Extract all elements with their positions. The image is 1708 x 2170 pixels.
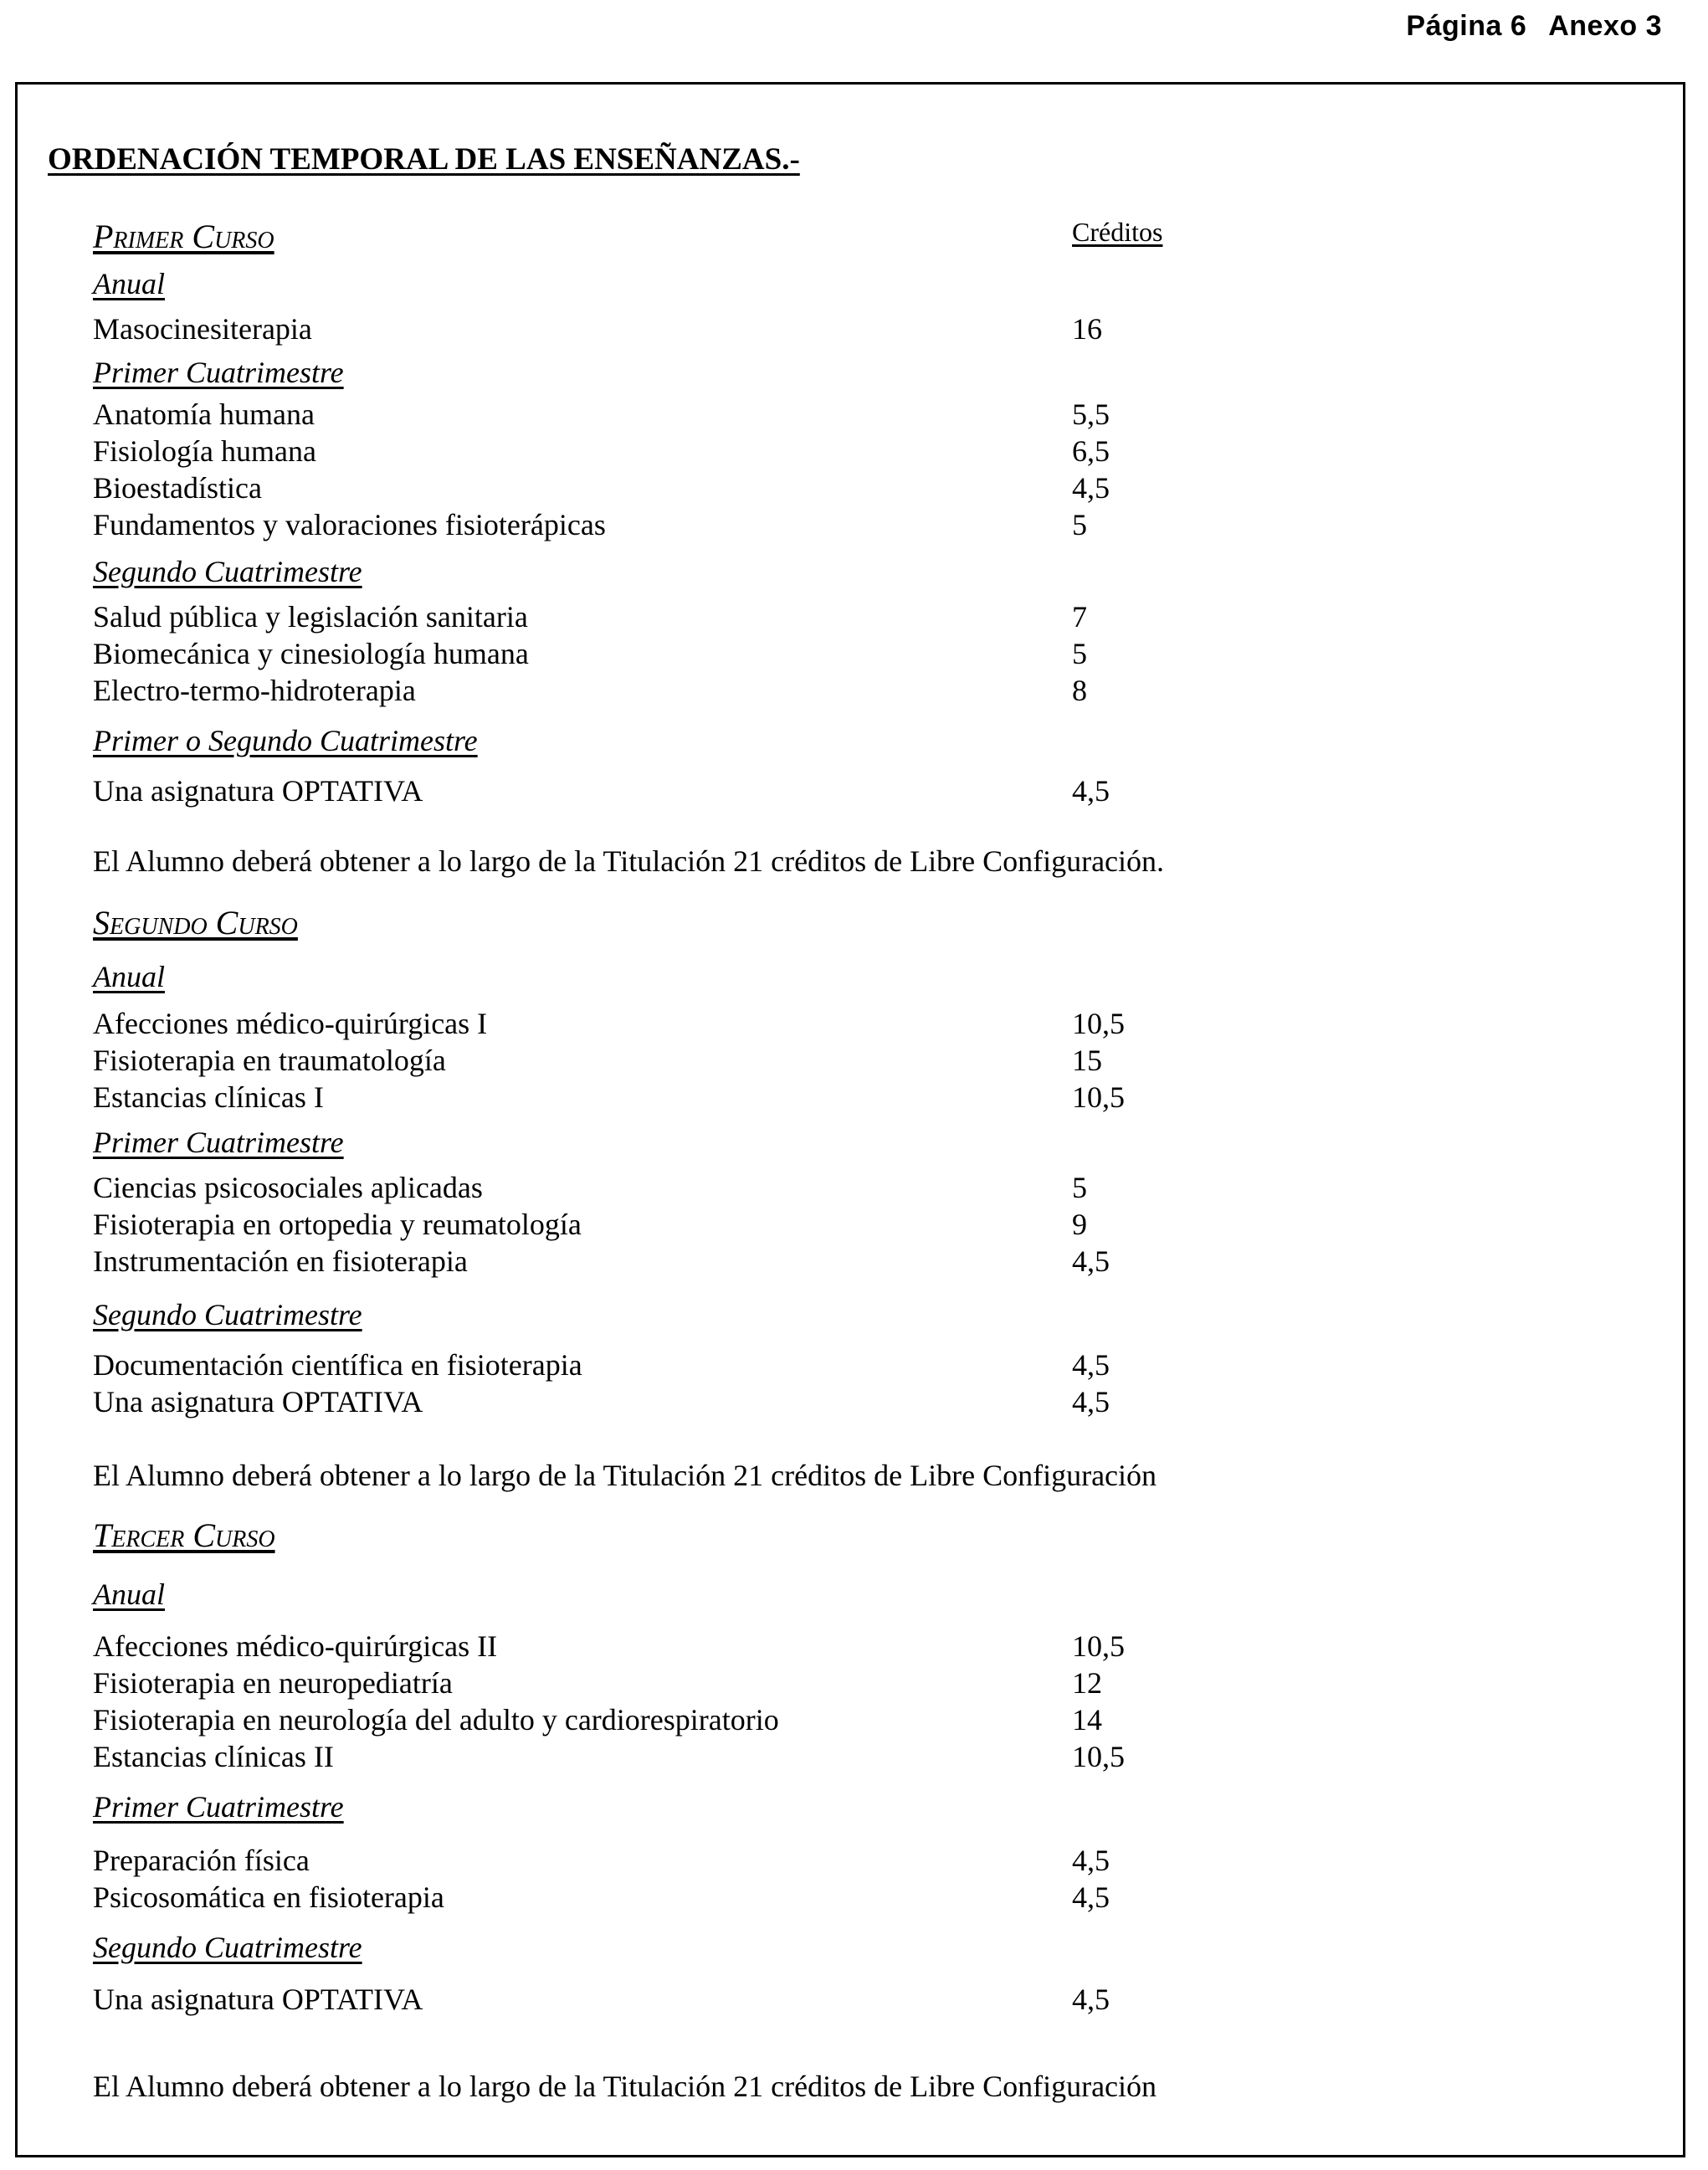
page-number: Página 6 [1406, 10, 1527, 42]
period-title: Primer o Segundo Cuatrimestre [93, 724, 478, 757]
subject-credits: 4,5 [1072, 1880, 1110, 1914]
subject-credits: 8 [1072, 674, 1087, 707]
subject-credits: 7 [1072, 600, 1087, 634]
subject-credits: 5 [1072, 637, 1087, 670]
period-title: Primer Cuatrimestre [93, 1126, 344, 1159]
subject-credits: 15 [1072, 1044, 1102, 1077]
subject-credits: 4,5 [1072, 1244, 1110, 1278]
subject-name: Fisioterapia en neuropediatría [93, 1666, 453, 1700]
subject-credits: 4,5 [1072, 774, 1110, 808]
subject-credits: 16 [1072, 312, 1102, 346]
subject-credits: 10,5 [1072, 1629, 1125, 1663]
subject-name: Fisioterapia en traumatología [93, 1044, 446, 1077]
subject-name: Estancias clínicas II [93, 1740, 334, 1773]
subject-name: Anatomía humana [93, 398, 315, 431]
course-title: Segundo Curso [93, 904, 298, 941]
course-note: El Alumno deberá obtener a lo largo de la Titulación 21 créditos de Libre Configuración. [93, 844, 1165, 878]
course-title: Primer Curso [93, 218, 274, 255]
subject-credits: 4,5 [1072, 1983, 1110, 2016]
period-title: Segundo Cuatrimestre [93, 1931, 362, 1964]
subject-credits: 5 [1072, 508, 1087, 541]
subject-name: Documentación científica en fisioterapia [93, 1348, 582, 1382]
subject-credits: 4,5 [1072, 1385, 1110, 1418]
course-note: El Alumno deberá obtener a lo largo de la Titulación 21 créditos de Libre Configuración [93, 1459, 1157, 1492]
course-title: Tercer Curso [93, 1516, 275, 1554]
subject-name: Afecciones médico-quirúrgicas I [93, 1007, 488, 1040]
page-header [1406, 10, 1662, 43]
subject-credits: 14 [1072, 1703, 1102, 1737]
annex-label: Anexo 3 [1548, 10, 1662, 42]
subject-name: Fundamentos y valoraciones fisioterápicas [93, 508, 606, 541]
subject-credits: 9 [1072, 1208, 1087, 1241]
subject-name: Psicosomática en fisioterapia [93, 1880, 444, 1914]
period-title: Segundo Cuatrimestre [93, 1298, 362, 1331]
subject-credits: 6,5 [1072, 434, 1110, 468]
credits-column-header: Créditos [1072, 217, 1163, 247]
period-title: Anual [93, 1577, 165, 1611]
document-title: ORDENACIÓN TEMPORAL DE LAS ENSEÑANZAS.- [48, 142, 800, 177]
subject-name: Fisiología humana [93, 434, 316, 468]
subject-name: Una asignatura OPTATIVA [93, 774, 423, 808]
period-title: Primer Cuatrimestre [93, 1790, 344, 1824]
period-title: Primer Cuatrimestre [93, 356, 344, 389]
subject-credits: 4,5 [1072, 1844, 1110, 1877]
subject-name: Electro-termo-hidroterapia [93, 674, 416, 707]
subject-credits: 5 [1072, 1171, 1087, 1204]
subject-credits: 4,5 [1072, 471, 1110, 505]
period-title: Anual [93, 960, 165, 993]
subject-credits: 12 [1072, 1666, 1102, 1700]
subject-name: Bioestadística [93, 471, 262, 505]
subject-name: Ciencias psicosociales aplicadas [93, 1171, 483, 1204]
subject-name: Masocinesiterapia [93, 312, 312, 346]
subject-credits: 10,5 [1072, 1007, 1125, 1040]
course-note: El Alumno deberá obtener a lo largo de la Titulación 21 créditos de Libre Configuración [93, 2070, 1157, 2103]
subject-name: Salud pública y legislación sanitaria [93, 600, 528, 634]
subject-credits: 4,5 [1072, 1348, 1110, 1382]
period-title: Anual [93, 267, 165, 300]
subject-name: Fisioterapia en ortopedia y reumatología [93, 1208, 582, 1241]
subject-name: Fisioterapia en neurología del adulto y cardiorespiratorio [93, 1703, 779, 1737]
subject-name: Biomecánica y cinesiología humana [93, 637, 529, 670]
subject-name: Estancias clínicas I [93, 1080, 324, 1114]
document-frame [15, 82, 1685, 2157]
document-content [18, 85, 1683, 2155]
subject-name: Una asignatura OPTATIVA [93, 1385, 423, 1418]
subject-credits: 5,5 [1072, 398, 1110, 431]
subject-name: Una asignatura OPTATIVA [93, 1983, 423, 2016]
subject-name: Afecciones médico-quirúrgicas II [93, 1629, 498, 1663]
subject-credits: 10,5 [1072, 1740, 1125, 1773]
period-title: Segundo Cuatrimestre [93, 555, 362, 588]
subject-name: Preparación física [93, 1844, 310, 1877]
subject-name: Instrumentación en fisioterapia [93, 1244, 468, 1278]
subject-credits: 10,5 [1072, 1080, 1125, 1114]
